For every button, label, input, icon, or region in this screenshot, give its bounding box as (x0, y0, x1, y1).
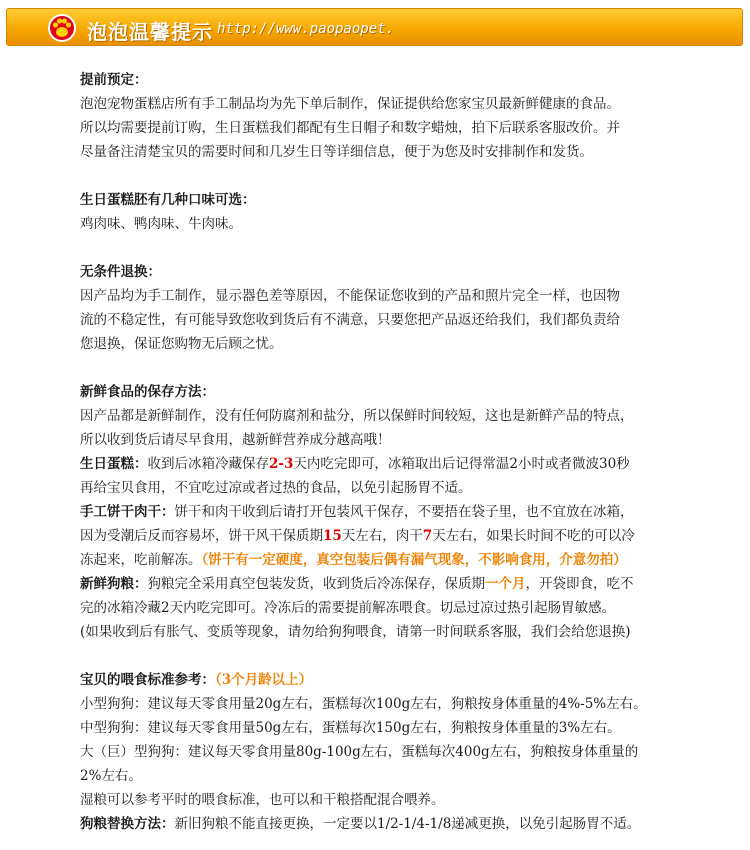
food-label: 新鲜狗粮： (80, 576, 148, 592)
return-line-1: 因产品均为手工制作，显示器色差等原因，不能保证您收到的产品和照片完全一样，也因物 (80, 288, 620, 304)
storage-line-1: 因产品都是新鲜制作，没有任何防腐剂和盐分，所以保鲜时间较短，这也是新鲜产品的特点， (80, 408, 634, 424)
storage-heading: 新鲜食品的保存方法： (80, 384, 215, 400)
banner-title: 泡泡温馨提示 (87, 20, 213, 44)
food-shelf-life: 一个月 (485, 576, 526, 592)
biscuit-storage-line-2: 因为受潮后反而容易坏，饼干风干保质期15天左右，肉干7天左右，如果长时间不吃的可以冷 (80, 528, 635, 544)
feeding-medium: 中型狗狗：建议每天零食用量50g左右，蛋糕每次150g左右，狗粮按身体重量的3%左右。 (80, 720, 621, 736)
cake-days: 2-3 (269, 456, 294, 472)
return-heading: 无条件退换： (80, 264, 161, 280)
feeding-heading: 宝贝的喂食标准参考： (80, 672, 215, 688)
advance-heading: 提前预定： (80, 72, 148, 88)
cake-label: 生日蛋糕： (80, 456, 148, 472)
banner-url: http://www.paopaopet. (217, 21, 395, 37)
food-storage-line-1: 新鲜狗粮：狗粮完全采用真空包装发货，收到货后冷冻保存，保质期一个月，开袋即食，吃不 (80, 576, 634, 592)
feeding-age-note: （3个月龄以上） (215, 672, 313, 688)
feeding-small: 小型狗狗：建议每天零食用量20g左右，蛋糕每次100g左右，狗粮按身体重量的4%-5%左右。 (80, 696, 647, 712)
storage-line-2: 所以收到货后请尽早食用，越新鲜营养成分越高哦！ (80, 432, 391, 448)
feeding-wet: 湿粮可以参考平时的喂食标准，也可以和干粮搭配混合喂养。 (80, 792, 445, 808)
flavor-line-1: 鸡肉味、鸭肉味、牛肉味。 (80, 216, 242, 232)
biscuit-label: 手工饼干肉干： (80, 504, 175, 520)
return-line-3: 您退换，保证您购物无后顾之忧。 (80, 336, 283, 352)
advance-line-1: 泡泡宠物蛋糕店所有手工制品均为先下单后制作，保证提供给您家宝贝最新鲜健康的食品。 (80, 96, 620, 112)
feeding-large: 大（巨）型狗狗：建议每天零食用量80g-100g左右，蛋糕每次400g左右，狗粮按身体重量的 (80, 744, 639, 760)
biscuit-note: （饼干有一定硬度，真空包装后偶有漏气现象，不影响食用，介意勿拍） (201, 552, 627, 568)
header-banner (6, 8, 743, 46)
feeding-switch-line: 狗粮替换方法：新旧狗粮不能直接更换，一定要以1/2-1/4-1/8递减更换，以免引起肠胃不适。 (80, 816, 641, 832)
return-line-2: 流的不稳定性，有可能导致您收到货后有不满意，只要您把产品返还给我们，我们都负责给 (80, 312, 620, 328)
cake-storage-line-2: 再给宝贝食用，不宜吃过凉或者过热的食品，以免引起肠胃不适。 (80, 480, 472, 496)
jerky-days: 7 (422, 528, 433, 544)
feeding-large-line-2: 2%左右。 (80, 768, 142, 784)
food-storage-line-2: 完的冰箱冷藏2天内吃完即可。冷冻后的需要提前解冻喂食。切忌过凉过热引起肠胃敏感。 (80, 600, 616, 616)
biscuit-storage-line-1: 手工饼干肉干：饼干和肉干收到后请打开包装风干保存，不要捂在袋子里，也不宜放在冰箱， (80, 504, 634, 520)
notice-content (80, 68, 740, 836)
flavor-heading: 生日蛋糕胚有几种口味可选： (80, 192, 256, 208)
cake-storage-line-1: 生日蛋糕：收到后冰箱冷藏保存2-3天内吃完即可，冰箱取出后记得常温2小时或者微波30秒 (80, 456, 630, 472)
food-storage-line-3: (如果收到后有胀气、变质等现象，请勿给狗狗喂食，请第一时间联系客服，我们会给您退换) (80, 624, 631, 640)
paw-logo-icon (47, 13, 77, 43)
feeding-heading-line (80, 668, 740, 692)
advance-line-2: 所以均需要提前订购，生日蛋糕我们都配有生日帽子和数字蜡烛，拍下后联系客服改价。并 (80, 120, 620, 136)
advance-line-3: 尽量备注清楚宝贝的需要时间和几岁生日等详细信息，便于为您及时安排制作和发货。 (80, 144, 593, 160)
biscuit-days: 15 (323, 528, 342, 544)
biscuit-storage-line-3: 冻起来，吃前解冻。（饼干有一定硬度，真空包装后偶有漏气现象，不影响食用，介意勿拍） (80, 552, 627, 568)
switch-label: 狗粮替换方法： (80, 816, 175, 832)
